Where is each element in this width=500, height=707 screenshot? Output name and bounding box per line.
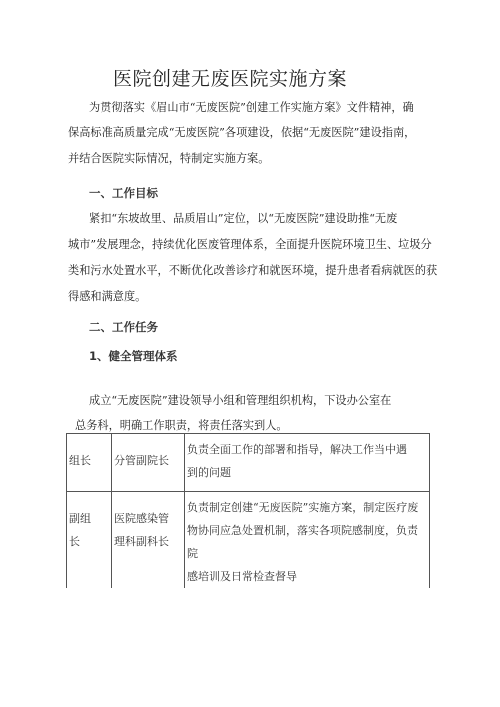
section-heading-tasks: 二、工作任务 <box>89 320 158 334</box>
intro-line-1: 为贯彻落实《眉山市“无废医院”创建工作实施方案》文件精神，确 <box>89 101 414 114</box>
table-cell-person: 分管副院长 <box>112 434 185 492</box>
subsection-heading-management: 1、健全管理体系 <box>89 349 178 363</box>
table-row <box>67 434 430 492</box>
tasks-line-2: 总务科，明确工作职责，将责任落实到人。 <box>75 419 288 432</box>
intro-line-3: 并结合医院实际情况，特制定实施方案。 <box>68 152 270 165</box>
table-cell-duty: 负责制定创建“无废医院”实施方案，制定医疗废 物协同应急处置机制，落实各项院感制度，负责院 感培训及日常检查督导 <box>185 492 430 589</box>
table-cell-role: 副组 长 <box>67 492 112 589</box>
section-heading-goals: 一、工作目标 <box>89 186 158 200</box>
intro-line-2: 保高标准高质量完成“无废医院”各项建设，依据“无废医院”建设指南， <box>68 126 416 139</box>
organization-table <box>66 433 430 588</box>
goals-line-1: 紧扣“东坡故里、品质眉山”定位，以“无废医院”建设助推“无废 <box>89 212 398 225</box>
table-cell-role: 组长 <box>67 434 112 492</box>
goals-line-4: 得感和满意度。 <box>68 290 147 303</box>
goals-line-3: 类和污水处置水平，不断优化改善诊疗和就医环境，提升患者看病就医的获 <box>68 264 438 277</box>
table-row <box>67 492 430 589</box>
tasks-line-1: 成立“无废医院”建设领导小组和管理组织机构，下设办公室在 <box>89 394 392 407</box>
goals-line-2: 城市”发展理念，持续优化医废管理体系，全面提升医院环境卫生、垃圾分 <box>68 238 432 251</box>
document-title: 医院创建无废医院实施方案 <box>113 68 348 90</box>
table-cell-person: 医院感染管 理科副科长 <box>112 492 185 589</box>
table-cell-duty: 负责全面工作的部署和指导，解决工作当中遇 到的问题 <box>185 434 430 492</box>
